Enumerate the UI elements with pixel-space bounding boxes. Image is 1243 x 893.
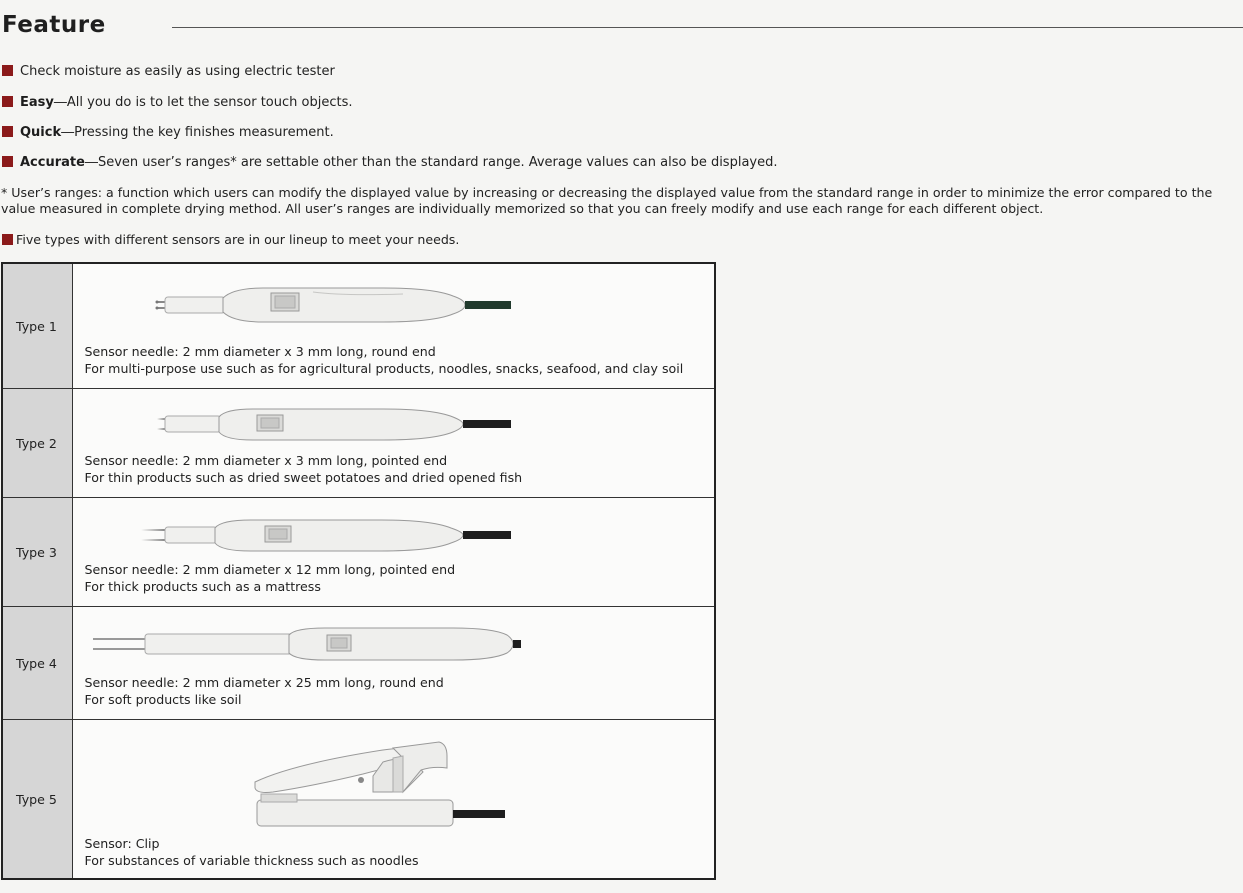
table-row-type-5	[2, 720, 715, 880]
type-label: Type 3	[2, 498, 72, 607]
bullet-heading: Easy	[20, 95, 54, 110]
feature-bullet-check-moisture	[2, 64, 335, 79]
bullet-square-icon	[2, 156, 13, 167]
bullet-text: ―All you do is to let the sensor touch objects.	[53, 95, 353, 110]
sensor-spec-text: Sensor needle: 2 mm diameter x 3 mm long, round end	[84, 344, 436, 359]
bullet-text: ―Pressing the key finishes measurement.	[61, 125, 334, 140]
type-content	[72, 720, 715, 880]
lineup-intro	[2, 232, 459, 247]
type-description	[85, 675, 444, 708]
type-content	[72, 389, 715, 498]
title-divider	[172, 27, 1243, 28]
type-description	[85, 836, 419, 869]
bullet-square-icon	[2, 126, 13, 137]
feature-bullet-easy	[2, 95, 352, 110]
users-ranges-note: * User’s ranges: a function which users can modify the displayed value by increasing or decreasing the displayed value from the standard range in order to minimize the error compared to the value measured in complete drying method. All user’s ranges are individually memorized so that you can freely modify and use each range for each different object.	[1, 185, 1213, 216]
sensor-probe-pointed-medium-image	[73, 498, 713, 564]
table-row-type-1	[2, 263, 715, 389]
type-description	[85, 453, 523, 486]
section-header	[0, 12, 1243, 44]
bullet-square-icon	[2, 96, 13, 107]
type-description	[85, 562, 456, 595]
use-case-text: For thin products such as dried sweet potatoes and dried opened fish	[84, 469, 523, 485]
table-row-type-3	[2, 498, 715, 607]
sensor-clip-image	[73, 720, 713, 832]
type-label: Type 4	[2, 607, 72, 720]
table-row-type-2	[2, 389, 715, 498]
type-content	[72, 498, 715, 607]
use-case-text: For multi-purpose use such as for agricultural products, noodles, snacks, seafood, and clay soil	[84, 360, 684, 376]
type-label: Type 2	[2, 389, 72, 498]
lineup-text: Five types with different sensors are in our lineup to meet your needs.	[16, 232, 460, 247]
type-description	[85, 344, 684, 377]
type-content	[72, 263, 715, 389]
sensor-spec-text: Sensor needle: 2 mm diameter x 12 mm long, pointed end	[84, 562, 456, 577]
page-title: Feature	[2, 12, 106, 38]
bullet-square-icon	[2, 65, 13, 76]
use-case-text: For soft products like soil	[84, 691, 242, 707]
bullet-text: ―Seven user’s ranges* are settable other than the standard range. Average values can also be displayed.	[84, 155, 778, 170]
type-label: Type 1	[2, 263, 72, 389]
sensor-spec-text: Sensor needle: 2 mm diameter x 3 mm long, pointed end	[84, 453, 448, 468]
sensor-probe-round-short-image	[73, 264, 713, 342]
sensor-probe-pointed-short-image	[73, 389, 713, 455]
feature-bullet-quick	[2, 125, 334, 140]
type-label: Type 5	[2, 720, 72, 880]
feature-bullet-accurate	[2, 155, 778, 170]
use-case-text: For thick products such as a mattress	[84, 578, 321, 594]
sensor-types-table	[1, 262, 716, 880]
sensor-spec-text: Sensor: Clip	[84, 836, 160, 851]
bullet-heading: Accurate	[20, 155, 85, 170]
use-case-text: For substances of variable thickness such as noodles	[84, 852, 419, 868]
sensor-spec-text: Sensor needle: 2 mm diameter x 25 mm long, round end	[84, 675, 444, 690]
sensor-probe-round-long-image	[73, 607, 713, 673]
table-row-type-4	[2, 607, 715, 720]
bullet-heading: Quick	[20, 125, 62, 140]
bullet-square-icon	[2, 234, 13, 245]
bullet-text: Check moisture as easily as using electric tester	[20, 64, 335, 79]
type-content	[72, 607, 715, 720]
